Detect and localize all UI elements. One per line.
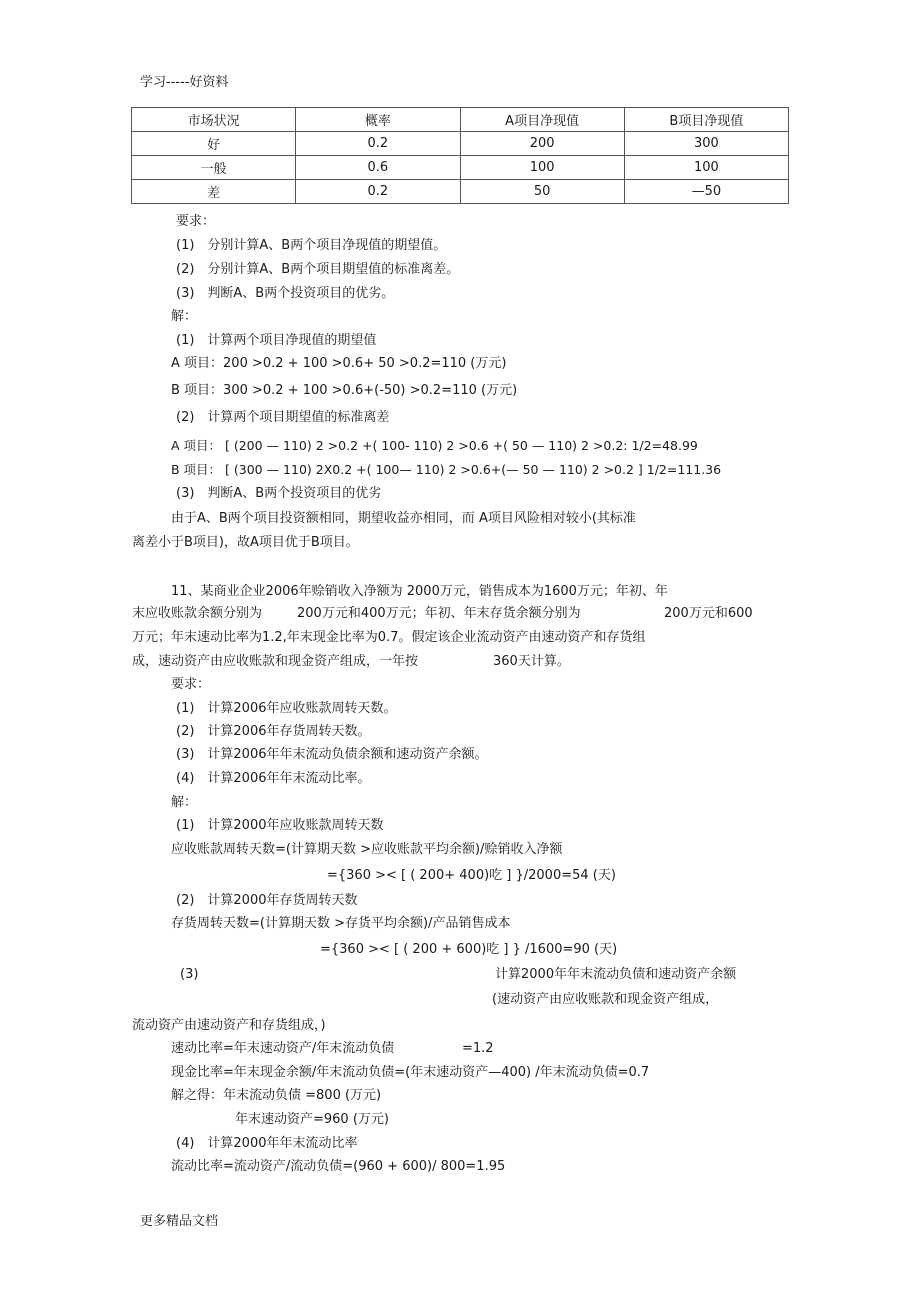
table-row — [132, 156, 789, 180]
table-header-cell: A项目净现值 — [460, 108, 624, 132]
problem-intro: 成，速动资产由应收账款和现金资产组成，一年按 — [132, 654, 419, 669]
table-cell: 0.6 — [296, 156, 460, 180]
table-header-row — [132, 108, 789, 132]
note-line: 流动资产由速动资产和存货组成，) — [132, 1018, 326, 1033]
table-header-cell: B项目净现值 — [624, 108, 788, 132]
solution-step-title: (2) 计算两个项目期望值的标准离差 — [176, 410, 390, 425]
note-line: (速动资产由应收账款和现金资产组成， — [492, 992, 719, 1007]
calculation-line: 速动比率=年末速动资产/年末流动负债 — [171, 1041, 395, 1056]
requirement-item: (2) 分别计算A、B两个项目期望值的标准离差。 — [176, 262, 460, 277]
calculation-line: A 项目： [ (200 — 110) 2 >0.2 +( 100- 110) 2 >0.6 +( 50 — 110) 2 >0.2: 1/2=48.99 — [171, 438, 698, 453]
conclusion-line: 由于A、B两个项目投资额相同，期望收益亦相同，而 A项目风险相对较小(其标准 — [171, 511, 636, 526]
problem-intro: 200万元和600 — [664, 606, 753, 621]
table-cell: 300 — [624, 132, 788, 156]
calculation-line: 现金比率=年末现金余额/年末流动负债=(年末速动资产—400) /年末流动负债=0.7 — [171, 1065, 650, 1080]
requirement-item: (3) 判断A、B两个投资项目的优劣。 — [176, 286, 395, 301]
calculation-line: =1.2 — [462, 1041, 494, 1056]
problem-intro: 末应收账款余额分别为 — [132, 606, 263, 621]
calculation-line: 流动比率=流动资产/流动负债=(960 + 600)/ 800=1.95 — [171, 1159, 506, 1174]
calculation-line: ={360 >< [ ( 200+ 400)吃 ] }/2000=54 (天) — [327, 868, 616, 883]
problem-intro: 万元；年末速动比率为1.2,年末现金比率为0.7。假定该企业流动资产由速动资产和存货组 — [132, 630, 646, 645]
solution-label: 解： — [171, 309, 198, 324]
requirement-item: (2) 计算2006年存货周转天数。 — [176, 724, 371, 739]
solution-step-title: (4) 计算2000年年末流动比率 — [176, 1136, 358, 1151]
conclusion-line: 离差小于B项目)，故A项目优于B项目。 — [132, 535, 359, 550]
table-cell: 50 — [460, 180, 624, 204]
calculation-line: B 项目： [ (300 — 110) 2X0.2 +( 100— 110) 2 >0.6+(— 50 — 110) 2 >0.2 ] 1/2=111.36 — [171, 462, 722, 477]
table-header-cell: 概率 — [296, 108, 460, 132]
problem-intro: 200万元和400万元；年初、年末存货余额分别为 — [297, 606, 581, 621]
calculation-line: 解之得：年末流动负债 =800 (万元) — [171, 1088, 382, 1103]
table-cell: 0.2 — [296, 132, 460, 156]
requirement-item: (1) 分别计算A、B两个项目净现值的期望值。 — [176, 238, 447, 253]
solution-step-title: (2) 计算2000年存货周转天数 — [176, 893, 358, 908]
table-row — [132, 132, 789, 156]
table-cell: 差 — [132, 180, 296, 204]
solution-step-number: (3) — [180, 967, 199, 982]
table-cell: 0.2 — [296, 180, 460, 204]
calculation-line: 应收账款周转天数=(计算期天数 >应收账款平均余额)/赊销收入净额 — [171, 842, 563, 857]
solution-step-title: 计算2000年年末流动负债和速动资产余额 — [495, 967, 737, 982]
solution-step-title: (1) 计算两个项目净现值的期望值 — [176, 333, 377, 348]
table-cell: —50 — [624, 180, 788, 204]
calculation-line: ={360 >< [ ( 200 + 600)吃 ] } /1600=90 (天) — [320, 942, 618, 957]
solution-step-title: (1) 计算2000年应收账款周转天数 — [176, 818, 384, 833]
table-cell: 100 — [460, 156, 624, 180]
solution-step-title: (3) 判断A、B两个投资项目的优劣 — [176, 486, 382, 501]
calculation-line: A 项目：200 >0.2 + 100 >0.6+ 50 >0.2=110 (万元) — [171, 356, 507, 371]
page-header: 学习-----好资料 — [140, 75, 229, 90]
requirement-item: (3) 计算2006年年末流动负债余额和速动资产余额。 — [176, 747, 488, 762]
problem-intro: 11、某商业企业2006年赊销收入净额为 2000万元，销售成本为1600万元；年初、年 — [171, 584, 668, 599]
requirements-label: 要求： — [176, 214, 216, 229]
requirement-item: (4) 计算2006年年末流动比率。 — [176, 771, 371, 786]
table-cell: 100 — [624, 156, 788, 180]
page-footer: 更多精品文档 — [140, 1214, 219, 1229]
requirement-item: (1) 计算2006年应收账款周转天数。 — [176, 701, 397, 716]
requirements-label: 要求： — [171, 677, 211, 692]
table-header-cell: 市场状况 — [132, 108, 296, 132]
table-row — [132, 180, 789, 204]
calculation-line: B 项目：300 >0.2 + 100 >0.6+(-50) >0.2=110 (万元) — [171, 383, 518, 398]
calculation-line: 存货周转天数=(计算期天数 >存货平均余额)/产品销售成本 — [171, 916, 511, 931]
market-table — [131, 107, 789, 204]
problem-intro: 360天计算。 — [493, 654, 570, 669]
solution-label: 解： — [171, 795, 198, 810]
calculation-line: 年末速动资产=960 (万元) — [235, 1112, 389, 1127]
table-cell: 200 — [460, 132, 624, 156]
table-cell: 一般 — [132, 156, 296, 180]
table-cell: 好 — [132, 132, 296, 156]
